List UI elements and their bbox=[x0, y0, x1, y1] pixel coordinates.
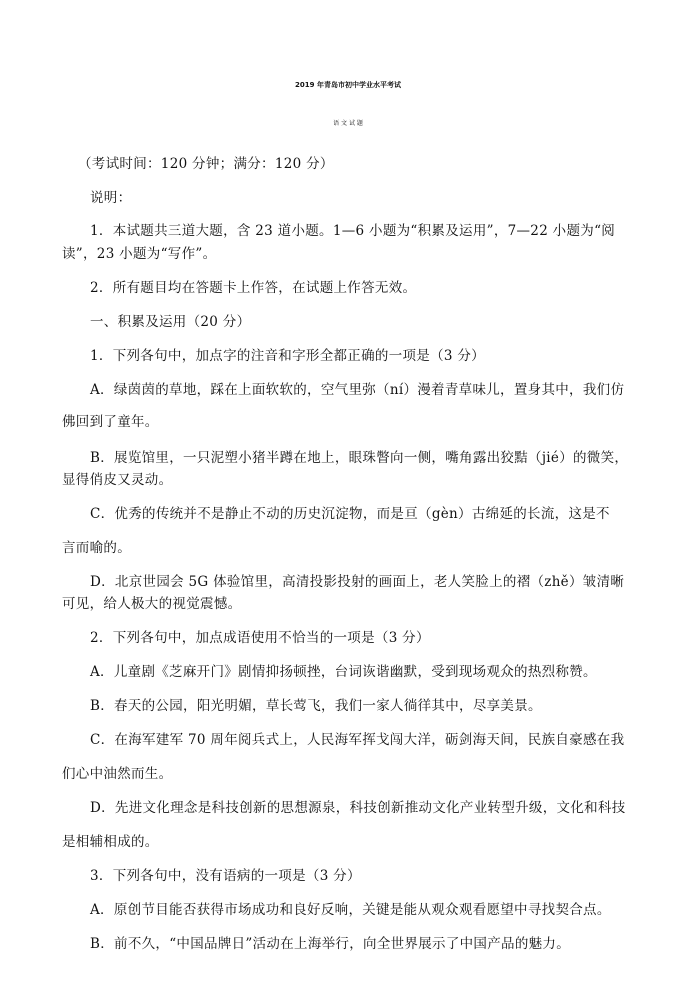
question-1-stem: 1．下列各句中，加点字的注音和字形全都正确的一项是（3 分） bbox=[90, 348, 485, 364]
question-2-option-a: A．儿童剧《芝麻开门》剧情抑扬顿挫，台词诙谐幽默，受到现场观众的热烈称赞。 bbox=[90, 664, 597, 680]
document-subtitle: 语 文 试 题 bbox=[333, 120, 363, 127]
question-2-option-c-line2: 们心中油然而生。 bbox=[62, 766, 173, 782]
question-1-option-c-line2: 言而喻的。 bbox=[62, 540, 131, 556]
document-title: 2019 年青岛市初中学业水平考试 bbox=[295, 81, 401, 89]
question-1-option-d-line2: 可见，给人极大的视觉震憾。 bbox=[62, 596, 242, 612]
instruction-2: 2．所有题目均在答题卡上作答，在试题上作答无效。 bbox=[90, 280, 417, 296]
question-2-stem: 2．下列各句中，加点成语使用不恰当的一项是（3 分） bbox=[90, 630, 430, 646]
question-1-option-a-line1: A．绿茵茵的草地，踩在上面软软的，空气里弥（ní）漫着青草味儿，置身其中，我们仿 bbox=[90, 382, 625, 398]
question-2-option-b: B．春天的公园，阳光明媚，草长莺飞，我们一家人徜徉其中，尽享美景。 bbox=[90, 698, 542, 714]
question-1-option-c-line1: C．优秀的传统并不是静止不动的历史沉淀物，而是亘（gèn）古绵延的长流，这是不 bbox=[90, 506, 610, 522]
instruction-1-line2: 读”，23 小题为“写作”。 bbox=[62, 246, 217, 262]
question-1-option-b-line1: B．展览馆里，一只泥塑小猪半蹲在地上，眼珠瞥向一侧，嘴角露出狡黠（jié）的微笑， bbox=[90, 450, 629, 466]
section-1-heading: 一、积累及运用（20 分） bbox=[90, 314, 251, 330]
question-3-stem: 3．下列各句中，没有语病的一项是（3 分） bbox=[90, 868, 361, 884]
question-3-option-b: B．前不久，“中国品牌日”活动在上海举行，向全世界展示了中国产品的魅力。 bbox=[90, 936, 571, 952]
question-1-option-a-line2: 佛回到了童年。 bbox=[62, 414, 159, 430]
question-2-option-d-line2: 是相辅相成的。 bbox=[62, 834, 159, 850]
question-2-option-c-line1: C．在海军建军 70 周年阅兵式上，人民海军挥戈闯大洋，砺剑海天间，民族自豪感在我 bbox=[90, 732, 625, 748]
instruction-1-line1: 1．本试题共三道大题，含 23 道小题。1—6 小题为“积累及运用”，7—22 小题为“阅 bbox=[90, 223, 616, 239]
question-2-option-d-line1: D．先进文化理念是科技创新的思想源泉，科技创新推动文化产业转型升级，文化和科技 bbox=[90, 800, 626, 816]
question-3-option-a: A．原创节目能否获得市场成功和良好反响，关键是能从观众观看愿望中寻找契合点。 bbox=[90, 902, 611, 918]
question-1-option-d-line1: D．北京世园会 5G 体验馆里，高清投影投射的画面上，老人笑脸上的褶（zhě）皱清晰 bbox=[90, 574, 625, 590]
instructions-heading: 说明： bbox=[90, 190, 132, 206]
exam-info: （考试时间：120 分钟；满分：120 分） bbox=[78, 156, 334, 172]
question-1-option-b-line2: 显得俏皮又灵动。 bbox=[62, 472, 173, 488]
